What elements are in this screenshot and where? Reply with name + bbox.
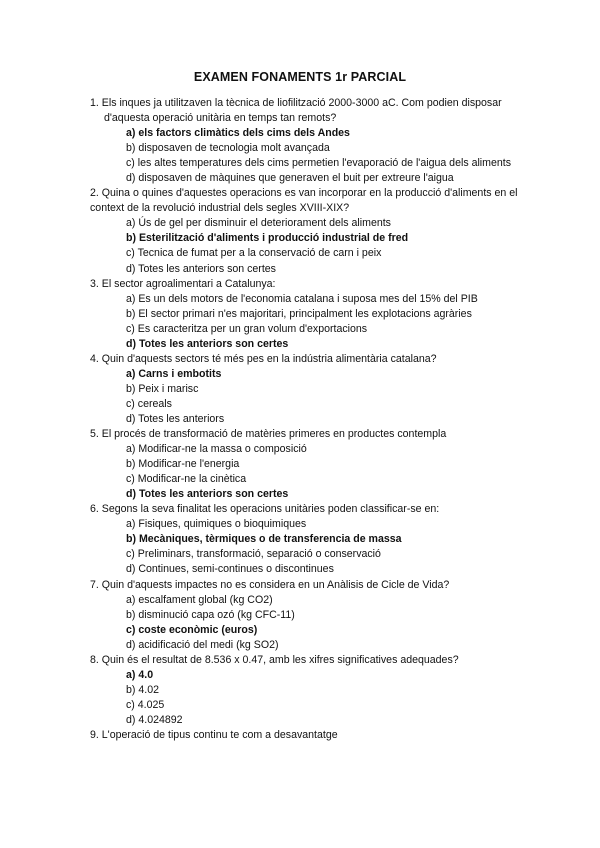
- question-text: 1. Els inques ja utilitzaven la tècnica de liofilització 2000-3000 aC. Com podien disposar d'aquesta operació unitària en temps tan remots?: [90, 97, 502, 125]
- answer-option: c) Preliminars, transformació, separació o conservació: [126, 548, 381, 561]
- answer-option-correct: b) Mecàniques, tèrmiques o de transferencia de massa: [126, 533, 402, 546]
- question-text: 3. El sector agroalimentari a Catalunya:: [90, 277, 276, 290]
- answer-option-correct: b) Esterilització d'aliments i producció industrial de fred: [126, 232, 409, 245]
- question-item: [90, 186, 530, 276]
- answer-option: c) Modificar-ne la cinètica: [126, 473, 247, 486]
- question-text: 2. Quina o quines d'aquestes operacions es van incorporar en la producció d'aliments en el context de la revolució industrial dels segles XVIII-XIX?: [90, 187, 518, 215]
- answer-option: b) disminució capa ozó (kg CFC-11): [126, 608, 295, 621]
- question-item: [90, 427, 530, 502]
- answer-option: c) cereals: [126, 397, 172, 410]
- exam-title: EXAMEN FONAMENTS 1r PARCIAL: [193, 70, 407, 84]
- answer-option: d) Totes les anteriors son certes: [126, 262, 276, 275]
- question-item: [90, 502, 530, 577]
- answer-option: c) les altes temperatures dels cims permetien l'evaporació de l'aigua dels aliments: [126, 157, 512, 170]
- answer-option: b) Modificar-ne l'energia: [126, 458, 240, 471]
- answer-option: d) 4.024892: [126, 713, 183, 726]
- answer-option: a) escalfament global (kg CO2): [126, 593, 273, 606]
- answer-option: b) disposaven de tecnologia molt avançada: [126, 142, 330, 155]
- answer-option-correct: d) Totes les anteriors son certes: [126, 488, 289, 501]
- question-item: [90, 277, 530, 352]
- answer-option-correct: c) coste econòmic (euros): [126, 623, 258, 636]
- answer-option: c) Es caracteritza per un gran volum d'exportacions: [126, 322, 368, 335]
- question-text: 6. Segons la seva finalitat les operacions unitàries poden classificar-se en:: [90, 503, 440, 516]
- question-text: 5. El procés de transformació de matèries primeres en productes contempla: [90, 428, 447, 441]
- answer-option: b) Peix i marisc: [126, 382, 199, 395]
- answer-option-correct: a) els factors climàtics dels cims dels Andes: [126, 127, 350, 140]
- answer-option-correct: a) 4.0: [126, 668, 154, 681]
- question-item: [90, 728, 530, 743]
- question-item: [90, 578, 530, 653]
- answer-option: d) Continues, semi-continues o discontinues: [126, 563, 334, 576]
- answer-option: c) Tecnica de fumat per a la conservació de carn i peix: [126, 247, 382, 260]
- question-text: 9. L'operació de tipus continu te com a desavantatge: [90, 728, 338, 741]
- question-text: 8. Quin és el resultat de 8.536 x 0.47, amb les xifres significatives adequades?: [90, 653, 459, 666]
- answer-option-correct: a) Carns i embotits: [126, 367, 222, 380]
- answer-option: d) Totes les anteriors: [126, 412, 225, 425]
- question-item: [90, 352, 530, 427]
- question-text: 7. Quin d'aquests impactes no es considera en un Anàlisis de Cicle de Vida?: [90, 578, 450, 591]
- answer-option: d) disposaven de màquines que generaven el buit per extreure l'aigua: [126, 172, 454, 185]
- question-item: [90, 96, 530, 186]
- answer-option: c) 4.025: [126, 698, 165, 711]
- question-text: 4. Quin d'aquests sectors té més pes en la indústria alimentària catalana?: [90, 352, 437, 365]
- answer-option: a) Modificar-ne la massa o composició: [126, 443, 307, 456]
- answer-option: b) 4.02: [126, 683, 159, 696]
- answer-option: b) El sector primari n'es majoritari, principalment les explotacions agràries: [126, 307, 472, 320]
- answer-option: a) Ús de gel per disminuir el deteriorament dels aliments: [126, 217, 391, 230]
- answer-option: a) Fisiques, quimiques o bioquimiques: [126, 518, 307, 531]
- answer-option: a) Es un dels motors de l'economia catalana i suposa mes del 15% del PIB: [126, 292, 478, 305]
- answer-option: d) acidificació del medi (kg SO2): [126, 638, 279, 651]
- answer-option-correct: d) Totes les anteriors son certes: [126, 337, 289, 350]
- question-list: [90, 96, 530, 743]
- question-item: [90, 653, 530, 728]
